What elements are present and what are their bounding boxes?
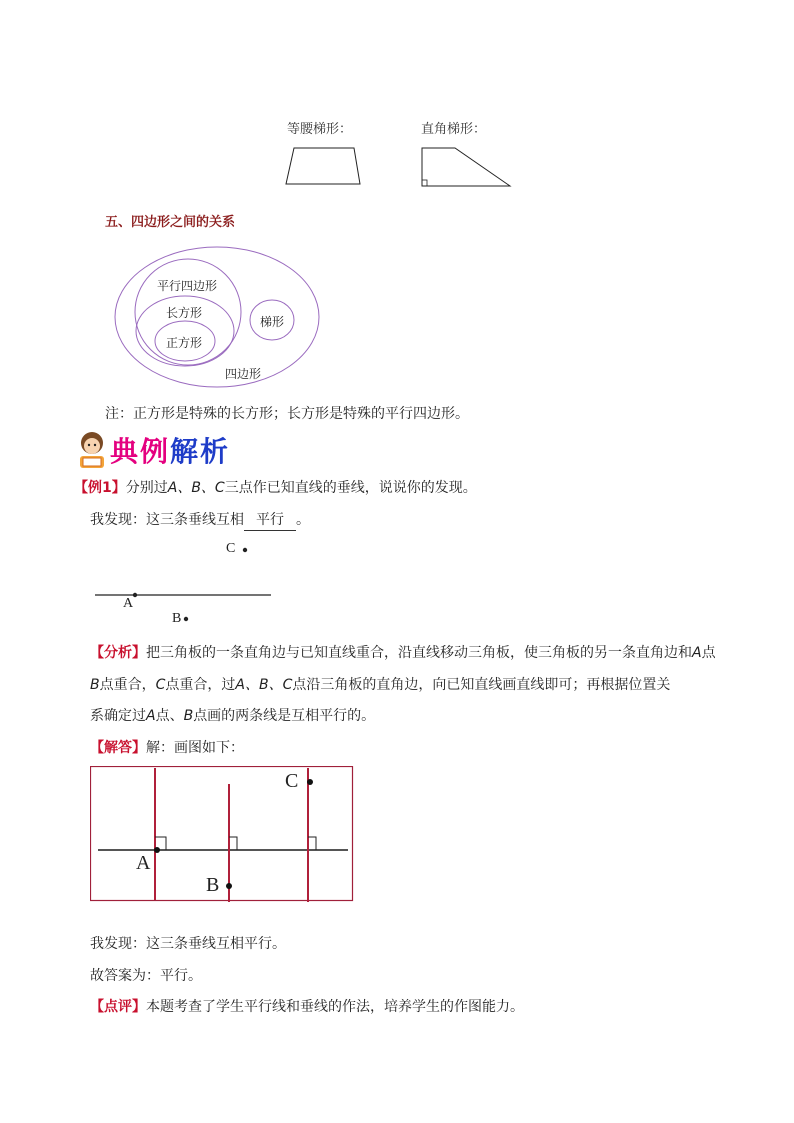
venn-label-trapezoid: 梯形 bbox=[260, 315, 285, 329]
answer-tag: 【解答】 bbox=[90, 740, 146, 756]
answer-finding: 我发现：这三条垂线互相平行。 bbox=[90, 936, 286, 952]
answer-point-c-dot bbox=[307, 779, 313, 785]
label-point-a: A bbox=[123, 596, 134, 611]
answer-label-b: B bbox=[206, 874, 220, 896]
label-point-b: B bbox=[172, 611, 182, 626]
trapezoid-figures bbox=[280, 140, 530, 192]
right-angle-mark-c bbox=[308, 837, 316, 850]
comment-tag: 【点评】 bbox=[90, 999, 146, 1015]
analysis-line-3: 系确定过A点、B点画的两条线是互相平行的。 bbox=[90, 708, 376, 724]
right-angle-mark bbox=[422, 180, 427, 186]
example1-question: 【例1】分别过A、B、C三点作已知直线的垂线，说说你的发现。 bbox=[74, 480, 477, 496]
point-a-dot bbox=[133, 593, 137, 597]
answer-final: 故答案为：平行。 bbox=[90, 968, 202, 984]
venn-label-quadrilateral: 四边形 bbox=[225, 367, 262, 381]
right-angle-mark-b bbox=[229, 837, 237, 850]
venn-label-parallelogram: 平行四边形 bbox=[157, 279, 218, 293]
analysis-tag: 【分析】 bbox=[90, 645, 146, 661]
banner-char: 例 bbox=[140, 435, 171, 468]
point-c-dot bbox=[243, 548, 247, 552]
banner-char: 析 bbox=[200, 435, 231, 468]
answer-figure bbox=[90, 766, 354, 902]
student-reading-icon bbox=[74, 430, 110, 470]
example1-figure bbox=[90, 540, 290, 630]
banner-title bbox=[110, 430, 230, 470]
finding-blank: 平行 bbox=[244, 510, 296, 531]
section-title: 五、四边形之间的关系 bbox=[105, 215, 236, 230]
venn-label-rectangle: 长方形 bbox=[166, 306, 203, 320]
example1-tag: 【例1】 bbox=[74, 480, 126, 496]
answer-label-a: A bbox=[136, 852, 151, 874]
example1-finding: 我发现：这三条垂线互相 平行 。 bbox=[90, 510, 310, 531]
right-trapezoid-shape bbox=[422, 148, 510, 186]
answer-figure-border bbox=[91, 767, 353, 901]
venn-label-square: 正方形 bbox=[166, 336, 203, 350]
analysis-line-2: B点重合，C点重合，过A、B、C点沿三角板的直角边，向已知直线画直线即可；再根据位置关 bbox=[90, 677, 671, 693]
answer-label-c: C bbox=[285, 770, 299, 792]
analysis-line-1: 【分析】把三角板的一条直角边与已知直线重合，沿直线移动三角板，使三角板的另一条直角边和A点 bbox=[90, 645, 716, 661]
comment-line: 【点评】本题考查了学生平行线和垂线的作法，培养学生的作图能力。 bbox=[90, 999, 524, 1015]
right-trapezoid-label: 直角梯形： bbox=[421, 122, 487, 137]
answer-point-b-dot bbox=[226, 883, 232, 889]
answer-point-a-dot bbox=[154, 847, 160, 853]
isosceles-trapezoid-shape bbox=[286, 148, 360, 184]
note-text: 注：正方形是特殊的长方形；长方形是特殊的平行四边形。 bbox=[105, 406, 469, 422]
banner-char: 典 bbox=[110, 435, 141, 468]
quadrilateral-venn-diagram bbox=[110, 244, 326, 394]
isosceles-trapezoid-label: 等腰梯形： bbox=[287, 122, 353, 137]
banner-char: 解 bbox=[170, 435, 201, 468]
answer-heading: 【解答】解：画图如下： bbox=[90, 740, 244, 756]
point-b-dot bbox=[184, 617, 188, 621]
label-point-c: C bbox=[226, 541, 236, 556]
